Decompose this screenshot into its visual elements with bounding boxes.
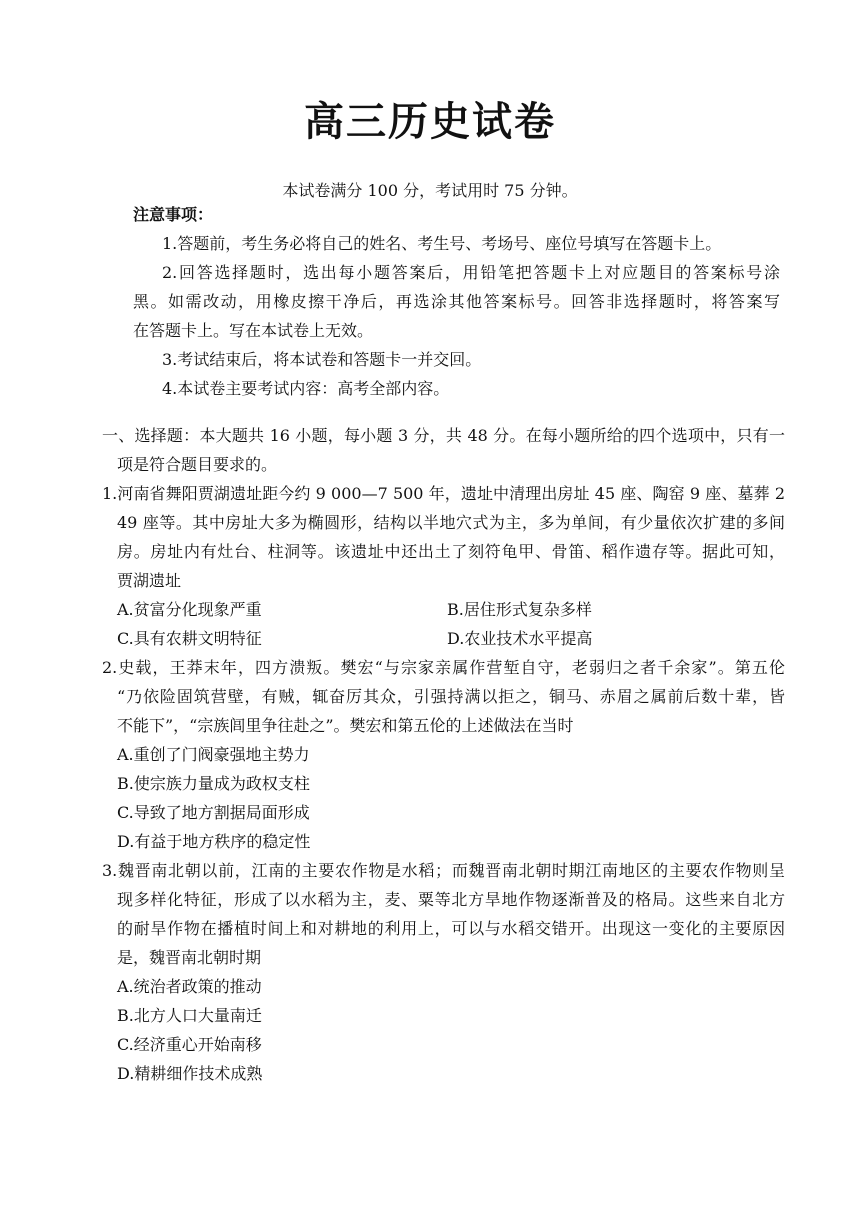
question-2-option-b[interactable]: B.使宗族力量成为政权支柱 xyxy=(117,774,310,793)
question-3-text: 3.魏晋南北朝以前，江南的主要农作物是水稻；而魏晋南北朝时期江南地区的主要农作物则呈 xyxy=(102,861,785,880)
question-3-option-c[interactable]: C.经济重心开始南移 xyxy=(117,1035,262,1054)
question-1-text: 房。房址内有灶台、柱洞等。该遗址中还出土了刻符龟甲、骨笛、稻作遗存等。据此可知， xyxy=(117,542,785,561)
question-1-option-c[interactable]: C.具有农耕文明特征 xyxy=(117,629,262,648)
note-item: 4.本试卷主要考试内容：高考全部内容。 xyxy=(162,379,450,398)
question-1-text: 1.河南省舞阳贾湖遗址距今约 9 000—7 500 年，遗址中清理出房址 45 座、陶窑 9 座、墓葬 2 xyxy=(102,484,785,503)
question-2-option-c[interactable]: C.导致了地方割据局面形成 xyxy=(117,803,310,822)
question-3-text: 是，魏晋南北朝时期 xyxy=(117,948,262,967)
section-heading: 一、选择题：本大题共 16 小题，每小题 3 分，共 48 分。在每小题所给的四个选项中，只有一 xyxy=(102,426,785,445)
question-3-text: 现多样化特征，形成了以水稻为主，麦、粟等北方旱地作物逐渐普及的格局。这些来自北方 xyxy=(117,890,785,909)
question-3-option-b[interactable]: B.北方人口大量南迁 xyxy=(117,1006,262,1025)
question-1-option-b[interactable]: B.居住形式复杂多样 xyxy=(447,600,592,619)
question-3-option-d[interactable]: D.精耕细作技术成熟 xyxy=(117,1064,263,1083)
question-2-option-a[interactable]: A.重创了门阀豪强地主势力 xyxy=(117,745,310,764)
note-item: 3.考试结束后，将本试卷和答题卡一并交回。 xyxy=(162,350,482,369)
question-1-option-d[interactable]: D.农业技术水平提高 xyxy=(447,629,593,648)
question-2-option-d[interactable]: D.有益于地方秩序的稳定性 xyxy=(117,832,311,851)
question-1-option-a[interactable]: A.贫富分化现象严重 xyxy=(117,600,262,619)
note-item: 黑。如需改动，用橡皮擦干净后，再选涂其他答案标号。回答非选择题时，将答案写 xyxy=(133,292,780,311)
question-2-text: 2.史载，王莽末年，四方溃叛。樊宏“与宗家亲属作营堑自守，老弱归之者千余家”。第五伦 xyxy=(102,658,785,677)
question-1-text: 49 座等。其中房址大多为椭圆形，结构以半地穴式为主，多为单间，有少量依次扩建的多间 xyxy=(117,513,785,532)
note-item: 1.答题前，考生务必将自己的姓名、考生号、考场号、座位号填写在答题卡上。 xyxy=(162,234,722,253)
question-1-text: 贾湖遗址 xyxy=(117,571,182,590)
section-heading-cont: 项是符合题目要求的。 xyxy=(117,455,278,474)
exam-subtitle: 本试卷满分 100 分，考试用时 75 分钟。 xyxy=(282,181,578,200)
notes-heading: 注意事项： xyxy=(133,205,214,224)
question-3-text: 的耐旱作物在播植时间上和对耕地的利用上，可以与水稻交错开。出现这一变化的主要原因 xyxy=(117,919,785,938)
question-2-text: “乃依险固筑营壁，有贼，辄奋厉其众，引强持满以拒之，铜马、赤眉之属前后数十辈，皆 xyxy=(117,687,785,706)
question-3-option-a[interactable]: A.统治者政策的推动 xyxy=(117,977,262,996)
page-title: 高三历史试卷 xyxy=(304,99,556,145)
note-item: 在答题卡上。写在本试卷上无效。 xyxy=(133,321,374,340)
question-2-text: 不能下”，“宗族闾里争往赴之”。樊宏和第五伦的上述做法在当时 xyxy=(117,716,574,735)
note-item: 2.回答选择题时，选出每小题答案后，用铅笔把答题卡上对应题目的答案标号涂 xyxy=(162,263,780,282)
